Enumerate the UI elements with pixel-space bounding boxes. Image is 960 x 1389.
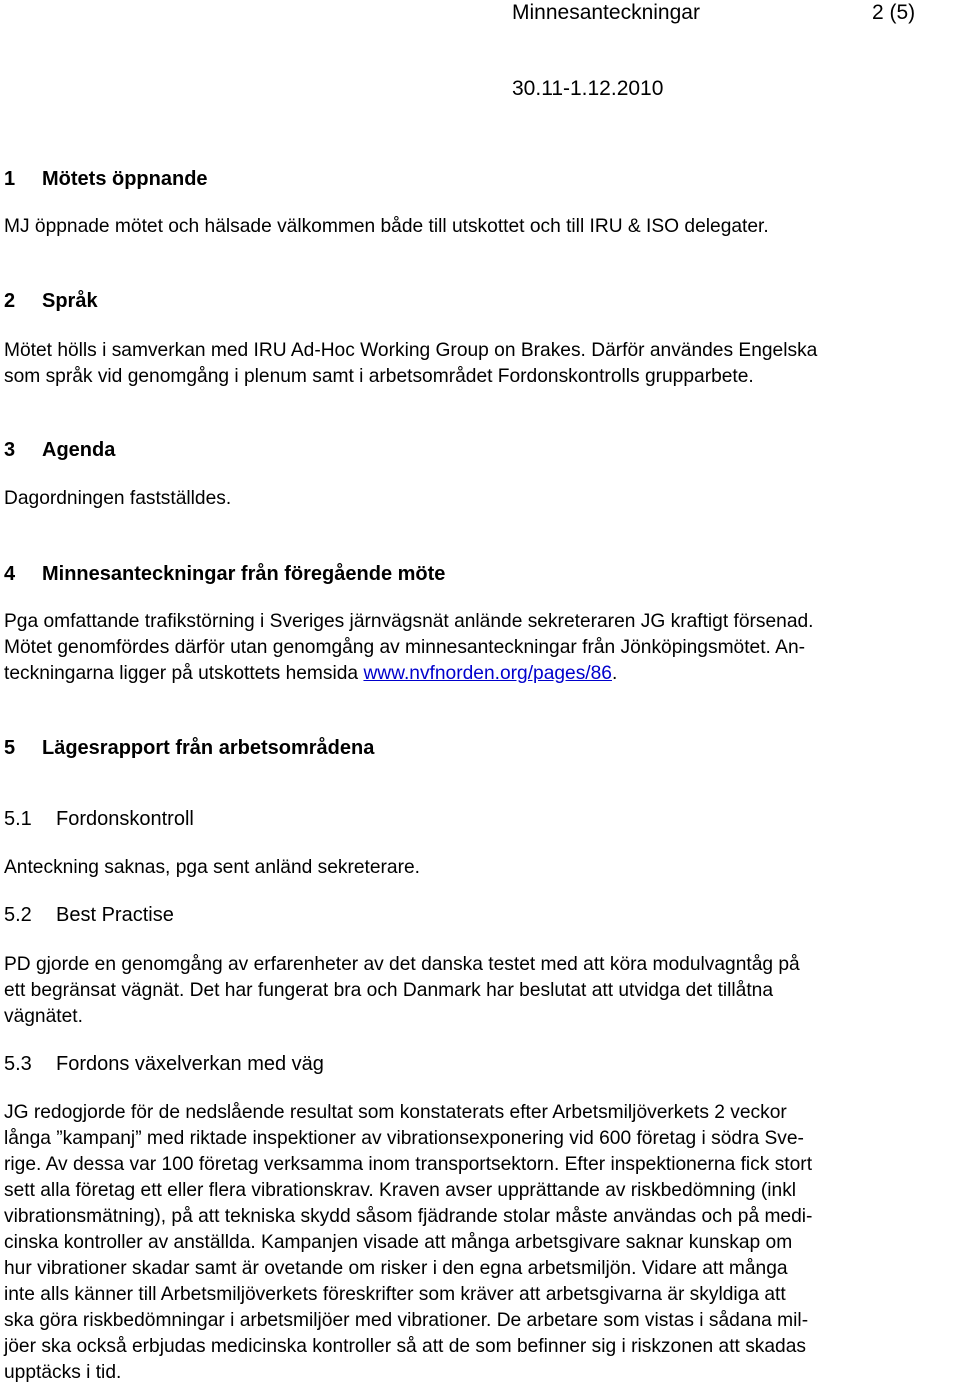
paragraph-text: . [611,663,618,684]
section-title: Agenda [42,439,116,461]
header-page-number: 2 (5) [872,1,916,24]
section-4-body [4,609,956,687]
paragraph-line: Anteckning saknas, pga sent anländ sekreterare. [4,857,420,878]
section-1-body [4,214,956,240]
paragraph-line [4,661,956,687]
paragraph-line: rige. Av dessa var 100 företag verksamma inom transportsektorn. Efter inspektionerna fick stort [4,1154,813,1175]
header-date: 30.11-1.12.2010 [512,77,664,100]
subsection-number: 5.2 [4,904,32,926]
subsection-5-3-heading [4,1052,324,1076]
paragraph-line: Mötet hölls i samverkan med IRU Ad-Hoc Working Group on Brakes. Därför användes Engelska [4,340,818,361]
paragraph-line: hur vibrationer skadar samt är ovetande om risker i den egna arbetsmiljön. Vidare att många [4,1258,788,1279]
paragraph-line: vibrationsmätning), på att tekniska skydd såsom fjädrande stolar måste användas och på medi- [4,1206,813,1227]
paragraph-line: sett alla företag ett eller flera vibrationskrav. Kraven avser upprättande av riskbedömning (inkl [4,1180,797,1201]
section-title: Mötets öppnande [42,168,208,190]
paragraph-line: långa ”kampanj” med riktade inspektioner av vibrationsexponering vid 600 företag i södra Sve- [4,1128,804,1149]
paragraph-line: upptäcks i tid. [4,1362,122,1383]
paragraph-line: PD gjorde en genomgång av erfarenheter av det danska testet med att köra modulvagntåg på [4,954,800,975]
paragraph-line: jöer ska också erbjudas medicinska kontroller så att de som befinner sig i riskzonen att skadas [4,1336,806,1357]
section-number: 3 [4,439,16,461]
subsection-title: Fordons växelverkan med väg [56,1053,324,1075]
subsection-5-3-body [4,1100,956,1386]
section-4-heading [4,562,445,586]
subsection-number: 5.3 [4,1053,32,1075]
paragraph-line: MJ öppnade mötet och hälsade välkommen både till utskottet och till IRU & ISO delegater. [4,216,769,237]
section-3-heading [4,438,115,462]
paragraph-line: ett begränsat vägnät. Det har fungerat bra och Danmark har beslutat att utvidga det tillåtna [4,980,774,1001]
paragraph-line: ska göra riskbedömningar i arbetsmiljöer med vibrationer. De arbetare som vistas i sådana mil- [4,1310,809,1331]
section-3-body [4,486,956,512]
subsection-5-2-heading [4,903,174,927]
paragraph-line: Pga omfattande trafikstörning i Sveriges järnvägsnät anlände sekreteraren JG kraftigt försenad. [4,611,814,632]
section-number: 2 [4,290,16,312]
paragraph-line: Dagordningen fastställdes. [4,488,232,509]
section-title: Minnesanteckningar från föregående möte [42,563,446,585]
paragraph-line: vägnätet. [4,1006,83,1027]
subsection-title: Best Practise [56,904,174,926]
section-1-heading [4,167,208,191]
subsection-number: 5.1 [4,808,32,830]
section-number: 4 [4,563,16,585]
section-5-heading [4,736,374,760]
header-title: Minnesanteckningar [512,1,700,24]
paragraph-line: Mötet genomfördes därför utan genomgång av minnesanteckningar från Jönköpingsmötet. An- [4,637,806,658]
section-title: Lägesrapport från arbetsområdena [42,737,375,759]
paragraph-line: cinska kontroller av anställda. Kampanjen visade att många arbetsgivare saknar kunskap om [4,1232,793,1253]
homepage-link[interactable]: www.nvfnorden.org/pages/86 [363,663,612,684]
section-2-heading [4,289,98,313]
section-number: 5 [4,737,16,759]
section-title: Språk [42,290,98,312]
subsection-5-2-body [4,952,956,1030]
paragraph-line: inte alls känner till Arbetsmiljöverkets föreskrifter som kräver att arbetsgivarna är skyldiga att [4,1284,786,1305]
section-number: 1 [4,168,16,190]
subsection-5-1-body [4,855,956,881]
paragraph-line: som språk vid genomgång i plenum samt i arbetsområdet Fordonskontrolls grupparbete. [4,366,754,387]
paragraph-line: JG redogjorde för de nedslående resultat som konstaterats efter Arbetsmiljöverkets 2 veckor [4,1102,787,1123]
subsection-title: Fordonskontroll [56,808,194,830]
paragraph-text: teckningarna ligger på utskottets hemsida [4,663,364,684]
section-2-body [4,338,956,390]
subsection-5-1-heading [4,807,194,831]
